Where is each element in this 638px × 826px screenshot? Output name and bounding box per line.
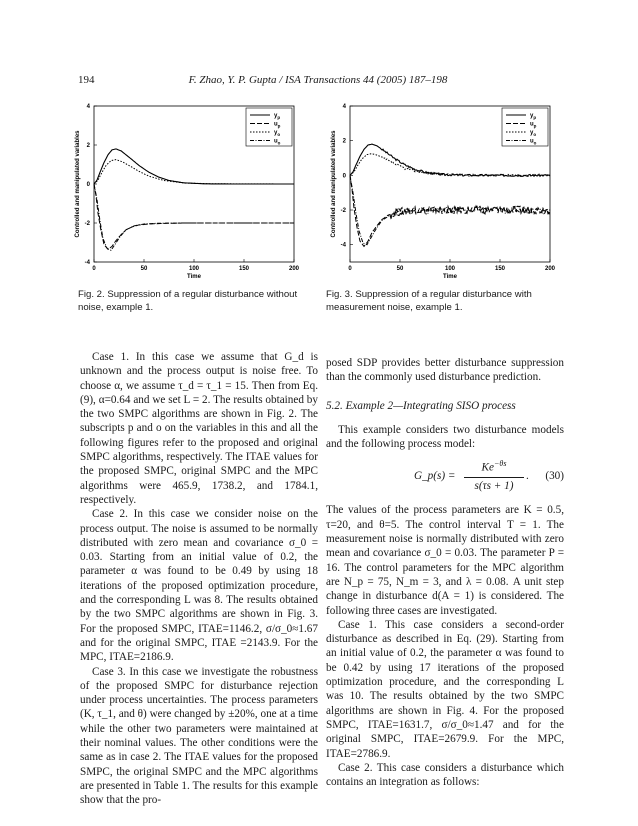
legend-label-up: $u_p$ — [530, 121, 537, 129]
figure-2-chart — [70, 96, 314, 282]
y-tick-label: -2 — [340, 208, 346, 214]
y-tick-label: 4 — [342, 104, 346, 110]
series-line-yp — [350, 144, 550, 176]
legend-label-uo: $u_o$ — [274, 138, 281, 146]
running-title: F. Zhao, Y. P. Gupta / ISA Transactions 44 (2005) 187–198 — [188, 74, 448, 86]
legend-label-yo: $y_o$ — [274, 130, 281, 137]
x-tick-label: 100 — [188, 266, 200, 272]
x-tick-label: 50 — [140, 266, 148, 272]
equation-lhs: G_p(s) = — [414, 470, 456, 483]
x-tick-label: 50 — [396, 266, 404, 272]
paragraph-parameters: The values of the process parameters are K = 0.5, τ=20, and θ=5. The control interval T = 1. The measurement noise is normally distributed with zero mean and covariance σ_0 = 0.03. The parameter P = 16. The control parameters for the MPC algorithm are N_p = 75, N_m = 3, and λ = 0.08. A unit step change in disturbance d(A = 1) is considered. The following three cases are investigated. — [326, 504, 564, 617]
legend-label-up: $u_p$ — [274, 121, 281, 129]
x-tick-label: 150 — [238, 266, 250, 272]
x-tick-label: 200 — [288, 266, 300, 272]
right-column — [326, 356, 564, 789]
legend-label-yp: $y_p$ — [274, 113, 281, 120]
y-axis-label: Controlled and manipulated variables — [331, 130, 337, 238]
page-number: 194 — [78, 74, 95, 86]
paragraph-case-2: Case 2. In this case we consider noise on the process output. The noise is assumed to be normally distributed with zero mean and covariance σ_0 = 0.03. Starting from an initial value of 0.2, the parameter α was found to be 0.49 by using 18 iterations of the proposed optimization procedure, and the corresponding L was 8. The results obtained by the two SMPC algorithms are shown in Fig. 3. For the proposed SMPC, ITAE=1146.2, σ/σ_0≈1.67 and for the original SMPC, ITAE =2143.9. For the MPC, ITAE=2186.9. — [80, 508, 318, 664]
series-line-uo — [94, 184, 294, 250]
y-tick-label: 4 — [86, 104, 90, 110]
x-axis-label: Time — [187, 274, 201, 280]
equation-30 — [326, 457, 564, 497]
paragraph-intro: This example considers two disturbance models and the following process model: — [326, 423, 564, 451]
figure-3-caption: Fig. 3. Suppression of a regular disturbance with measurement noise, example 1. — [326, 289, 532, 313]
x-axis-label: Time — [443, 274, 457, 280]
paragraph-case-1-ex2: Case 1. This case considers a second-order disturbance as described in Eq. (29). Starting from an initial value of 0.2, the parameter α was found to be 0.42 by using 17 iterations of the proposed optimization procedure, and the corresponding L was 10. The results obtained by the two SMPC algorithms are shown in Fig. 4. For the proposed SMPC, ITAE=1631.7, σ/σ_0≈1.47 and for the original SMPC, ITAE=2679.9. For the MPC, ITAE=2786.9. — [326, 618, 564, 760]
figure-2-plot — [70, 96, 314, 282]
left-column — [80, 350, 318, 808]
x-tick-label: 150 — [494, 266, 506, 272]
figure-2-caption: Fig. 2. Suppression of a regular disturbance without noise, example 1. — [78, 289, 298, 313]
legend-label-yo: $y_o$ — [530, 130, 537, 137]
series-line-up — [94, 184, 294, 249]
y-tick-label: -4 — [340, 242, 346, 249]
y-axis-label: Controlled and manipulated variables — [75, 130, 81, 238]
paragraph-continuation: posed SDP provides better disturbance suppression than the commonly used disturbance prediction. — [326, 357, 564, 384]
series-line-yo — [350, 154, 550, 177]
equation-denominator: s(τs + 1) — [474, 479, 514, 492]
page-header — [78, 74, 558, 90]
y-tick-label: 0 — [342, 173, 346, 180]
equation-period: . — [526, 470, 529, 483]
equation-number: (30) — [545, 470, 564, 483]
x-tick-label: 0 — [348, 266, 352, 272]
legend-label-uo: $u_o$ — [530, 138, 537, 146]
y-tick-label: 2 — [342, 138, 346, 145]
x-tick-label: 200 — [544, 266, 556, 272]
paragraph-case-3: Case 3. In this case we investigate the robustness of the proposed SMPC for disturbance rejection under process uncertainties. The process parameters (K, τ_1, and θ) were changed by ±20%, one at a time while the other two parameters were maintained at their nominal values. The other conditions were the same as in case 2. The ITAE values for the proposed SMPC, the original SMPC and the MPC algorithms are presented in Table 1. The results for this example show that the pro- — [80, 665, 318, 807]
legend-label-yp: $y_p$ — [530, 113, 537, 120]
x-tick-label: 0 — [92, 266, 96, 272]
equation-numerator: $Ke^{-\theta s}$ — [464, 457, 524, 477]
y-tick-label: -2 — [84, 221, 90, 227]
equation-fraction — [464, 457, 524, 492]
paragraph-case-2-ex2: Case 2. This case considers a disturbance which contains an integration as follows: — [326, 761, 564, 789]
x-tick-label: 100 — [444, 266, 456, 272]
series-line-yp — [94, 149, 294, 184]
paragraph-case-1: Case 1. In this case we assume that G_d is unknown and the process output is noise free. To choose α, we assume τ_d = τ_1 = 15. Then from Eq. (9), α=0.64 and we set L = 2. The results obtained by the two SMPC algorithms are shown in Fig. 2. The subscripts p and o on the variables in this and all the following figures refer to the proposed and original SMPC algorithms, respectively. The ITAE values for the proposed SMPC, original SMPC and the MPC algorithms were 465.9, 1738.2, and 1784.1, respectively. — [80, 351, 318, 506]
section-heading: 5.2. Example 2—Integrating SISO process — [326, 399, 516, 412]
y-tick-label: 0 — [86, 182, 90, 188]
y-tick-label: -4 — [84, 260, 90, 266]
y-tick-label: 2 — [86, 143, 90, 149]
figure-3-plot — [326, 96, 570, 282]
figure-3-chart — [326, 96, 570, 282]
series-line-yo — [94, 160, 294, 184]
